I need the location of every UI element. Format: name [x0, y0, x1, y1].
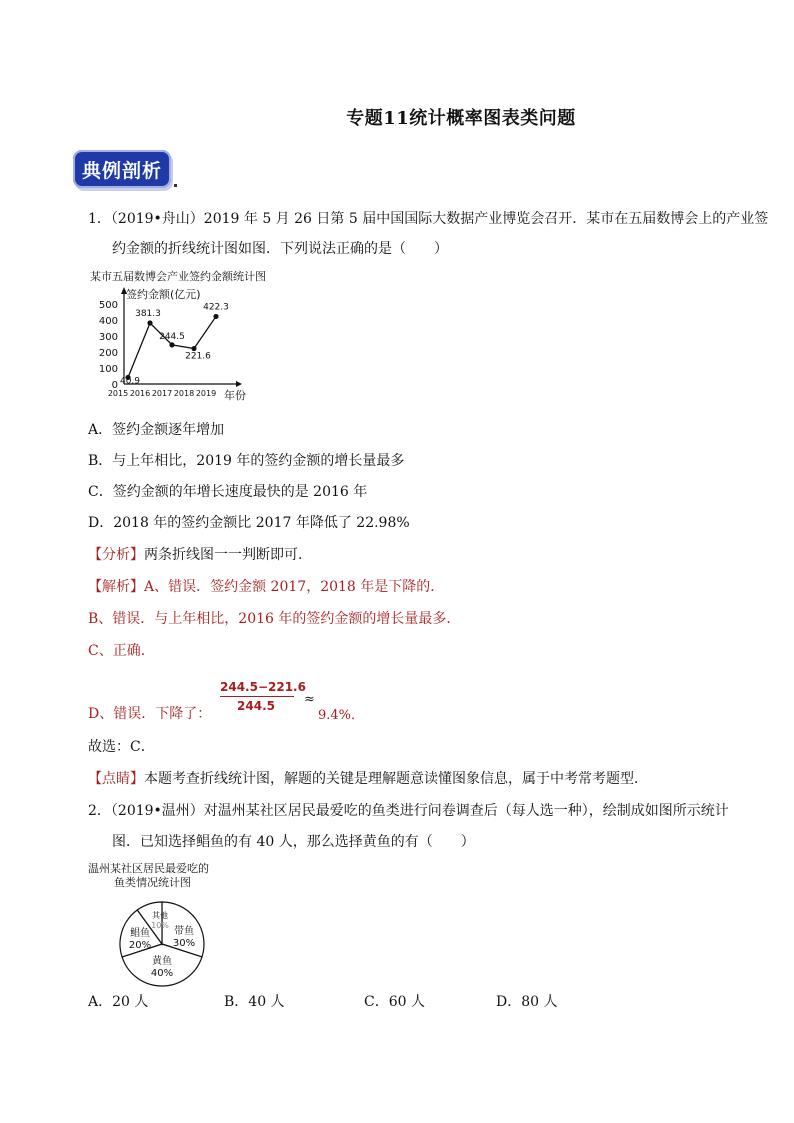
q2-stem-line1: 2．（2019•温州）对温州某社区居民最爱吃的鱼类进行问卷调查后（每人选一种），绘制成如图所示统计 [88, 803, 729, 819]
q1-solution-b: B、错误．与上年相比，2016 年的签约金额的增长量最多． [88, 611, 461, 627]
data-label: 381.3 [135, 308, 161, 319]
q2-option-d: D．80 人 [496, 994, 558, 1010]
y-tick-label: 400 [98, 316, 118, 327]
q2-option-b: B．40 人 [224, 994, 285, 1010]
x-tick-label: 2019 [195, 389, 217, 398]
q1-option-c: C．签约金额的年增长速度最快的是 2016 年 [88, 484, 368, 500]
data-label: 422.3 [203, 302, 229, 313]
analysis-tag: 【分析】 [88, 547, 144, 563]
comment-tag: 【点睛】 [88, 771, 144, 787]
data-label: 221.6 [185, 351, 211, 362]
data-point [147, 320, 152, 325]
x-tick-label: 2018 [173, 389, 195, 398]
x-tick-label: 2015 [107, 389, 129, 398]
q1-solution-d-prefix: D、错误．下降了： [88, 706, 212, 722]
data-point [213, 314, 218, 319]
chart-xlabel: 年份 [224, 389, 246, 402]
analysis-text: 两条折线图一一判断即可． [144, 547, 312, 563]
q1-solution-a [88, 577, 734, 597]
fraction-denominator: 244.5 [237, 699, 275, 713]
q1-answer: 故选：C． [88, 739, 155, 755]
q1-result: 9.4%． [318, 708, 365, 723]
approx-sign: ≈ [304, 692, 315, 707]
q1-solution-c: C、正确． [88, 643, 155, 659]
slice-label: 鲳鱼 [130, 928, 150, 939]
pie-title-line1: 温州某社区居民最爱吃的 [88, 862, 209, 875]
q2-option-c: C．60 人 [364, 994, 425, 1010]
q1-option-b: B．与上年相比，2019 年的签约金额的增长量最多 [88, 453, 405, 469]
badge-dot [174, 184, 177, 187]
data-label: 40.9 [119, 376, 141, 387]
slice-percent: 10% [151, 921, 169, 930]
comment-text: 本题考查折线统计图，解题的关键是理解题意读懂图象信息，属于中考常考题型． [144, 771, 648, 787]
y-tick-label: 0 [111, 380, 118, 391]
y-tick-label: 300 [98, 332, 118, 343]
slice-label: 带鱼 [174, 926, 194, 937]
line-chart [86, 268, 286, 408]
slice-percent: 40% [150, 968, 174, 979]
solution-a-text: A、错误．签约金额 2017，2018 年是下降的． [144, 579, 445, 595]
x-axis-arrow [236, 381, 242, 387]
y-tick-label: 100 [98, 364, 118, 375]
chart-ylabel: 签约金额(亿元) [126, 288, 201, 301]
pie-title-line2: 鱼类情况统计图 [114, 876, 191, 889]
q2-stem-line2: 图．已知选择鲳鱼的有 40 人，那么选择黄鱼的有（ ） [112, 834, 475, 850]
pie-chart [86, 860, 256, 990]
q1-option-a: A．签约金额逐年增加 [88, 422, 225, 438]
fraction-numerator: 244.5−221.6 [220, 680, 294, 697]
slice-label: 其他 [152, 911, 168, 920]
q1-comment [88, 769, 734, 789]
q1-analysis [88, 545, 734, 565]
solution-tag: 【解析】 [88, 579, 144, 595]
x-tick-label: 2016 [129, 389, 151, 398]
slice-percent: 20% [128, 940, 152, 951]
section-badge: 典例剖析 [73, 150, 171, 188]
q1-stem-line2: 约金额的折线统计图如图．下列说法正确的是（ ） [112, 241, 448, 257]
data-point [169, 342, 174, 347]
fraction [220, 680, 306, 713]
page-title: 专题11统计概率图表类问题 [346, 108, 576, 129]
q1-stem-line1: 1．（2019•舟山）2019 年 5 月 26 日第 5 届中国国际大数据产业博览会召开．某市在五届数博会上的产业签 [88, 211, 769, 227]
chart-title: 某市五届数博会产业签约金额统计图 [90, 270, 266, 283]
y-tick-label: 200 [98, 348, 118, 359]
slice-percent: 30% [172, 938, 196, 949]
y-tick-label: 500 [98, 300, 118, 311]
q1-option-d: D．2018 年的签约金额比 2017 年降低了 22.98% [88, 515, 410, 531]
data-point [191, 346, 196, 351]
data-label: 244.5 [159, 331, 185, 342]
x-tick-label: 2017 [151, 389, 173, 398]
slice-label: 黄鱼 [152, 956, 172, 967]
q2-option-a: A．20 人 [88, 994, 149, 1010]
